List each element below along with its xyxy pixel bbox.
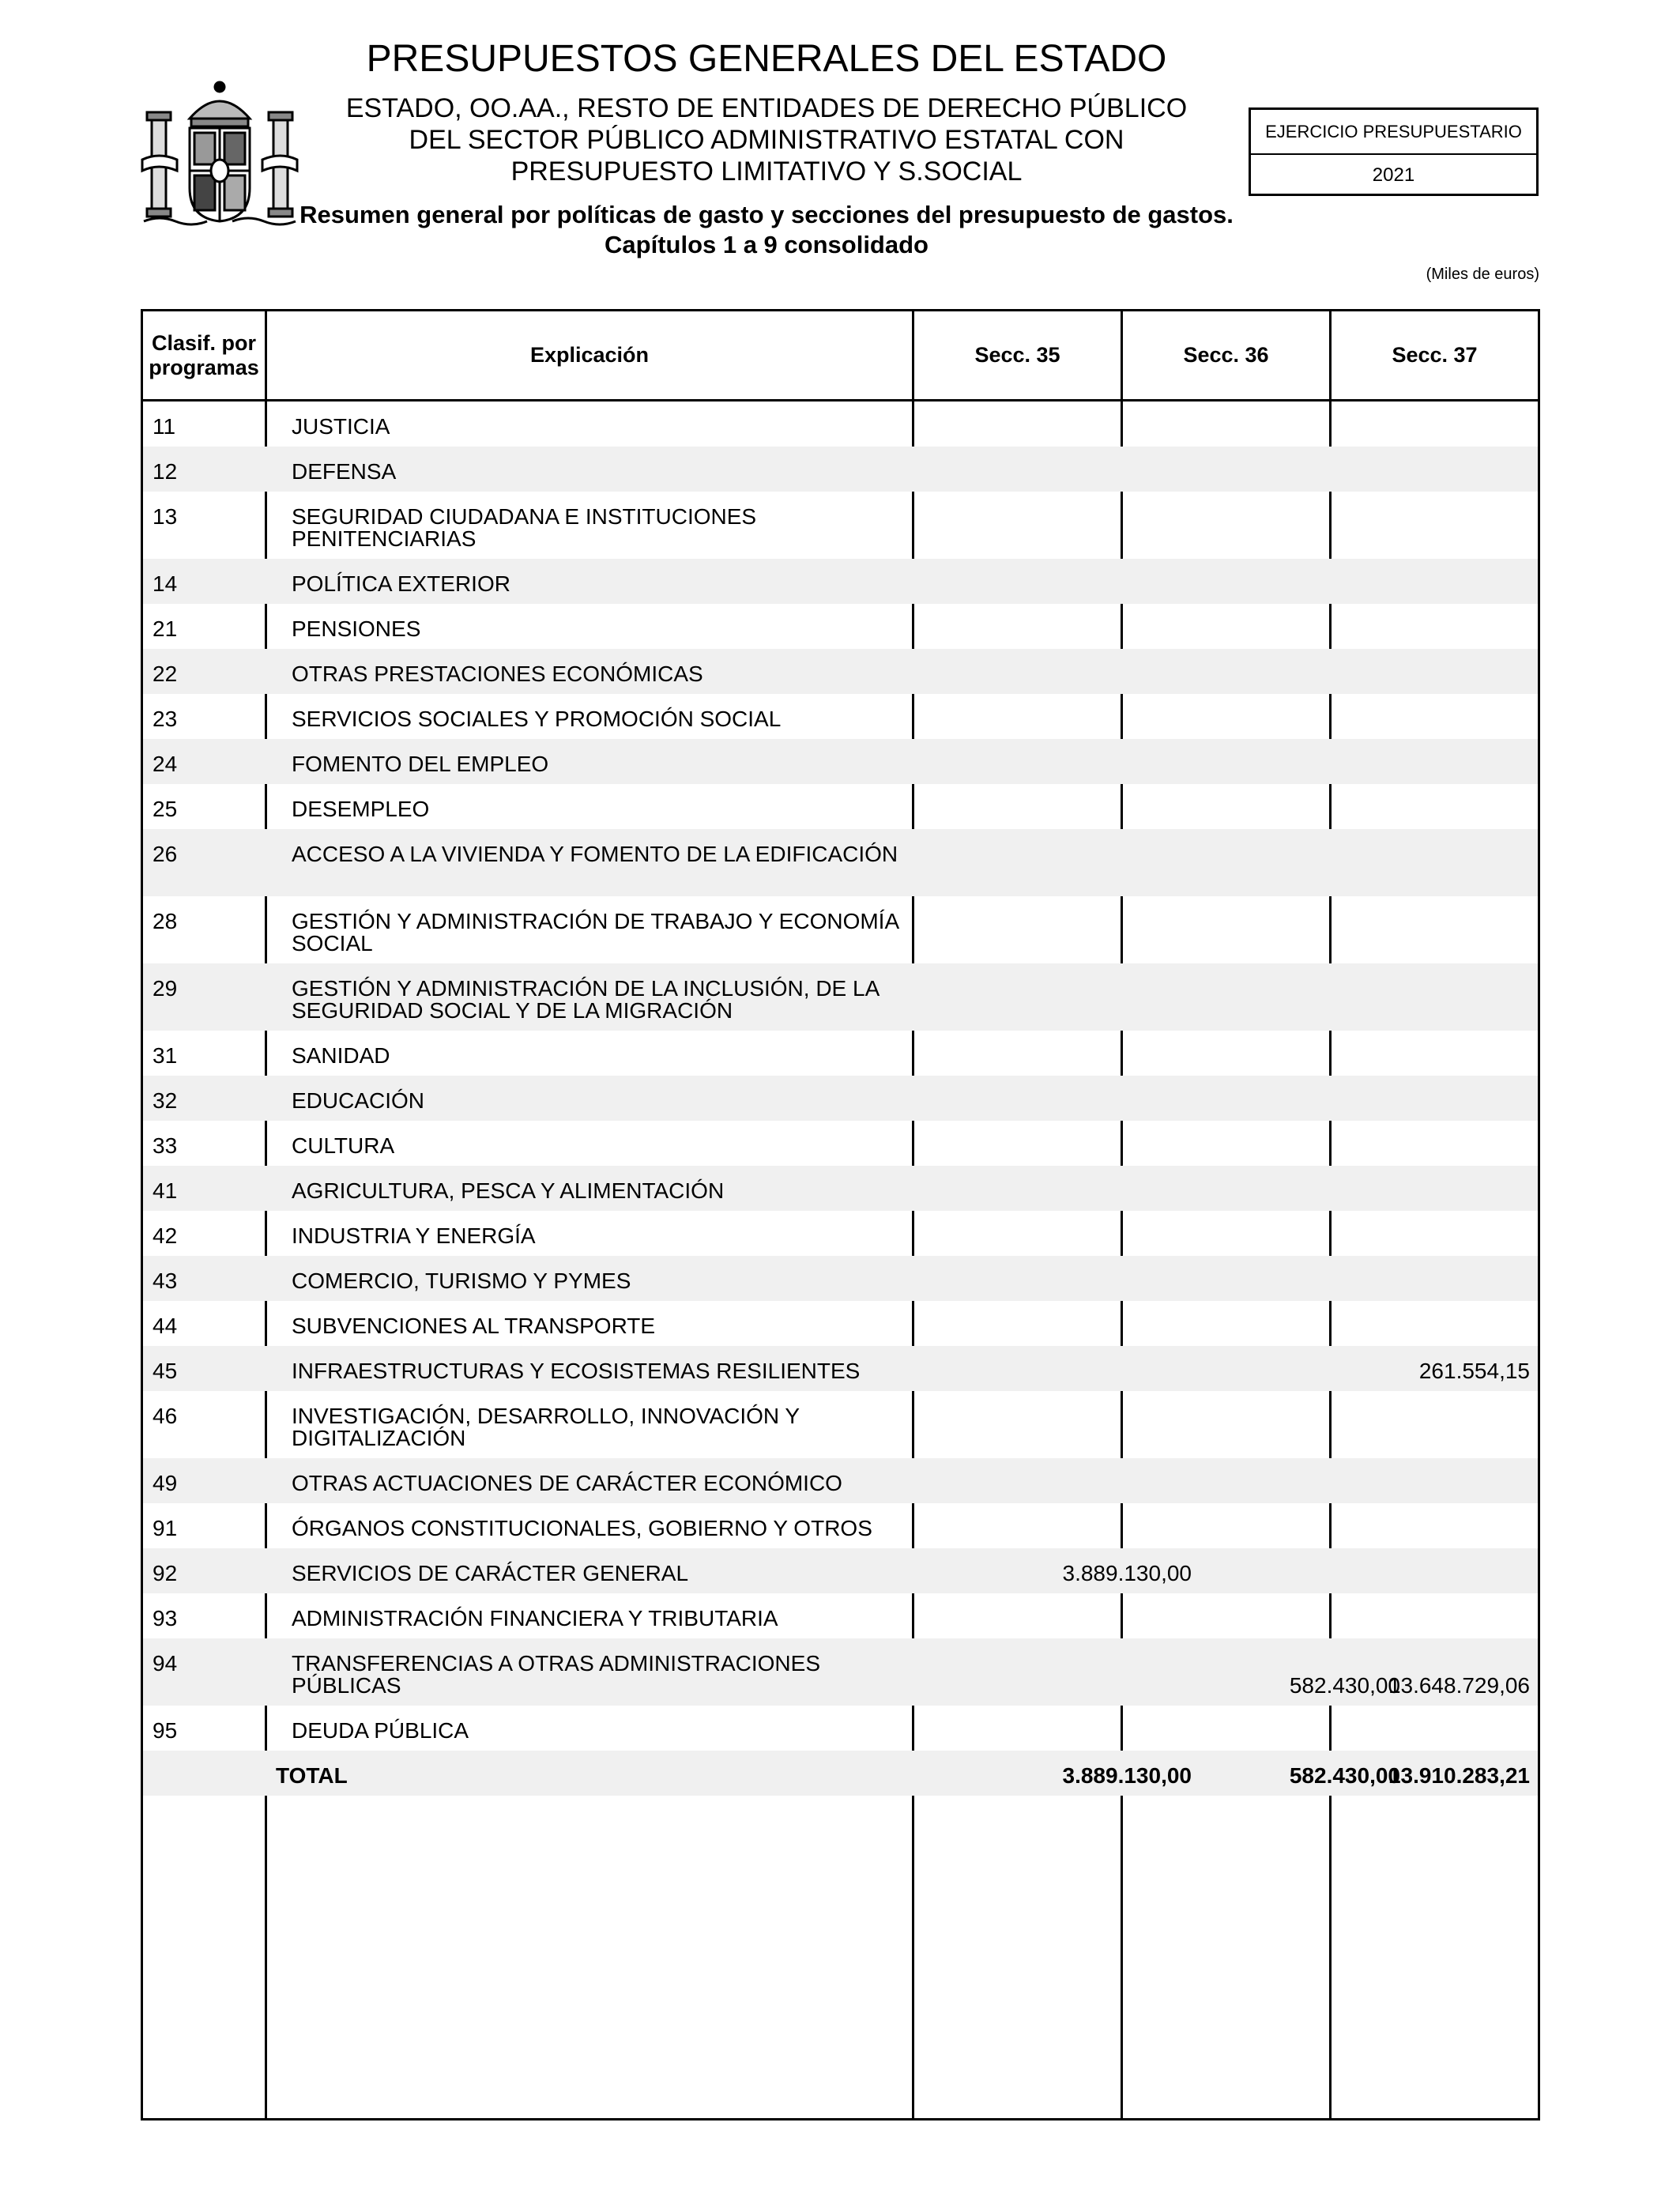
total-secc-35: 3.889.130,00	[1062, 1763, 1192, 1788]
table-row	[143, 1503, 1538, 1548]
row-description: DEFENSA	[292, 459, 397, 484]
total-label: TOTAL	[276, 1763, 348, 1788]
budget-table-body	[143, 401, 1538, 1796]
chapters-description: Capítulos 1 a 9 consolidado	[605, 231, 929, 258]
row-code: 28	[153, 909, 178, 933]
row-code: 23	[153, 707, 178, 731]
row-description: ACCESO A LA VIVIENDA Y FOMENTO DE LA EDIFICACIÓN	[292, 842, 898, 866]
table-row	[143, 649, 1538, 694]
table-row	[143, 829, 1538, 896]
table-row	[143, 1638, 1538, 1706]
row-code: 32	[153, 1088, 178, 1113]
row-code: 92	[153, 1561, 178, 1585]
table-row	[143, 784, 1538, 829]
header-explicacion: Explicación	[529, 343, 650, 367]
table-row	[143, 694, 1538, 739]
table-row	[143, 1346, 1538, 1391]
row-code: 43	[153, 1269, 178, 1293]
document-title: PRESUPUESTOS GENERALES DEL ESTADO	[366, 38, 1167, 80]
row-description: GESTIÓN Y ADMINISTRACIÓN DE LA INCLUSIÓN, DE LA SEGURIDAD SOCIAL Y DE LA MIGRACIÓN	[292, 976, 879, 1023]
row-code: 14	[153, 571, 178, 596]
row-description: CULTURA	[292, 1133, 395, 1158]
row-value-secc-37: 13.648.729,06	[1388, 1673, 1530, 1698]
row-code: 44	[153, 1314, 178, 1338]
row-description: OTRAS PRESTACIONES ECONÓMICAS	[292, 662, 703, 686]
table-row	[143, 963, 1538, 1031]
table-row	[143, 1166, 1538, 1211]
row-description: INVESTIGACIÓN, DESARROLLO, INNOVACIÓN Y DIGITALIZACIÓN	[292, 1404, 800, 1450]
header-clasif: Clasif. por programas	[149, 330, 259, 379]
document-subtitle	[300, 92, 1233, 187]
fiscal-year-value: 2021	[1372, 164, 1415, 186]
table-row	[143, 1548, 1538, 1593]
table-row	[143, 559, 1538, 604]
row-description: COMERCIO, TURISMO Y PYMES	[292, 1269, 631, 1293]
row-code: 91	[153, 1516, 178, 1540]
table-row	[143, 1211, 1538, 1256]
units-note: (Miles de euros)	[1426, 266, 1539, 283]
subtitle-line: ESTADO, OO.AA., RESTO DE ENTIDADES DE DERECHO PÚBLICO	[345, 93, 1188, 123]
table-row	[143, 1706, 1538, 1751]
row-description: ADMINISTRACIÓN FINANCIERA Y TRIBUTARIA	[292, 1606, 778, 1630]
row-code: 93	[153, 1606, 178, 1630]
row-description: TRANSFERENCIAS A OTRAS ADMINISTRACIONES PÚBLICAS	[292, 1651, 821, 1698]
row-description: SANIDAD	[292, 1043, 390, 1068]
table-row	[143, 1076, 1538, 1121]
row-code: 45	[153, 1359, 178, 1383]
row-description: INFRAESTRUCTURAS Y ECOSISTEMAS RESILIENTES	[292, 1359, 861, 1383]
row-code: 95	[153, 1718, 178, 1743]
row-description: PENSIONES	[292, 616, 421, 641]
table-row	[143, 1256, 1538, 1301]
coat-of-arms-emblem	[141, 77, 299, 229]
header-secc-35: Secc. 35	[974, 343, 1060, 367]
row-value-secc-35: 3.889.130,00	[1062, 1561, 1192, 1585]
row-description: JUSTICIA	[292, 414, 390, 439]
header-secc-36: Secc. 36	[1183, 343, 1269, 367]
row-code: 29	[153, 976, 178, 1001]
row-code: 21	[153, 616, 178, 641]
row-description: SERVICIOS DE CARÁCTER GENERAL	[292, 1561, 689, 1585]
row-description: OTRAS ACTUACIONES DE CARÁCTER ECONÓMICO	[292, 1471, 842, 1495]
table-row	[143, 1593, 1538, 1638]
row-code: 31	[153, 1043, 178, 1068]
total-row	[143, 1751, 1538, 1796]
row-code: 11	[153, 414, 176, 439]
table-row	[143, 447, 1538, 492]
row-code: 94	[153, 1651, 178, 1676]
row-code: 13	[153, 504, 178, 529]
table-row	[143, 1031, 1538, 1076]
row-code: 25	[153, 797, 178, 821]
row-description: FOMENTO DEL EMPLEO	[292, 752, 549, 776]
subtitle-line: PRESUPUESTO LIMITATIVO Y S.SOCIAL	[510, 156, 1023, 187]
row-description: GESTIÓN Y ADMINISTRACIÓN DE TRABAJO Y ECONOMÍA SOCIAL	[292, 909, 898, 956]
table-row	[143, 492, 1538, 559]
total-secc-37: 13.910.283,21	[1388, 1763, 1530, 1788]
total-secc-36: 582.430,00	[1289, 1763, 1400, 1788]
row-description: INDUSTRIA Y ENERGÍA	[292, 1223, 536, 1248]
table-row	[143, 1391, 1538, 1458]
table-row	[143, 1301, 1538, 1346]
row-description: EDUCACIÓN	[292, 1088, 425, 1113]
fiscal-year-box	[1249, 107, 1539, 196]
table-row	[143, 1458, 1538, 1503]
row-code: 24	[153, 752, 178, 776]
row-description: ÓRGANOS CONSTITUCIONALES, GOBIERNO Y OTROS	[292, 1516, 872, 1540]
row-description: AGRICULTURA, PESCA Y ALIMENTACIÓN	[292, 1178, 725, 1203]
summary-description: Resumen general por políticas de gasto y secciones del presupuesto de gastos.	[299, 201, 1234, 228]
row-description: DEUDA PÚBLICA	[292, 1718, 469, 1743]
table-row	[143, 604, 1538, 649]
row-code: 22	[153, 662, 178, 686]
row-description: POLÍTICA EXTERIOR	[292, 571, 510, 596]
fiscal-year-label: EJERCICIO PRESUPUESTARIO	[1251, 110, 1536, 155]
table-row	[143, 401, 1538, 447]
table-row	[143, 1121, 1538, 1166]
header-secc-37: Secc. 37	[1392, 343, 1478, 367]
row-description: SERVICIOS SOCIALES Y PROMOCIÓN SOCIAL	[292, 707, 782, 731]
row-value-secc-36: 582.430,00	[1289, 1673, 1400, 1698]
row-code: 49	[153, 1471, 178, 1495]
row-description: SEGURIDAD CIUDADANA E INSTITUCIONES PENITENCIARIAS	[292, 504, 757, 551]
row-value-secc-37: 261.554,15	[1418, 1359, 1530, 1383]
row-code: 12	[153, 459, 178, 484]
row-code: 46	[153, 1404, 178, 1428]
row-code: 42	[153, 1223, 178, 1248]
row-description: DESEMPLEO	[292, 797, 430, 821]
row-code: 33	[153, 1133, 178, 1158]
row-code: 41	[153, 1178, 178, 1203]
row-code: 26	[153, 842, 178, 866]
row-description: SUBVENCIONES AL TRANSPORTE	[292, 1314, 656, 1338]
table-row	[143, 739, 1538, 784]
table-row	[143, 896, 1538, 963]
subtitle-line: DEL SECTOR PÚBLICO ADMINISTRATIVO ESTATAL CON	[409, 125, 1124, 155]
